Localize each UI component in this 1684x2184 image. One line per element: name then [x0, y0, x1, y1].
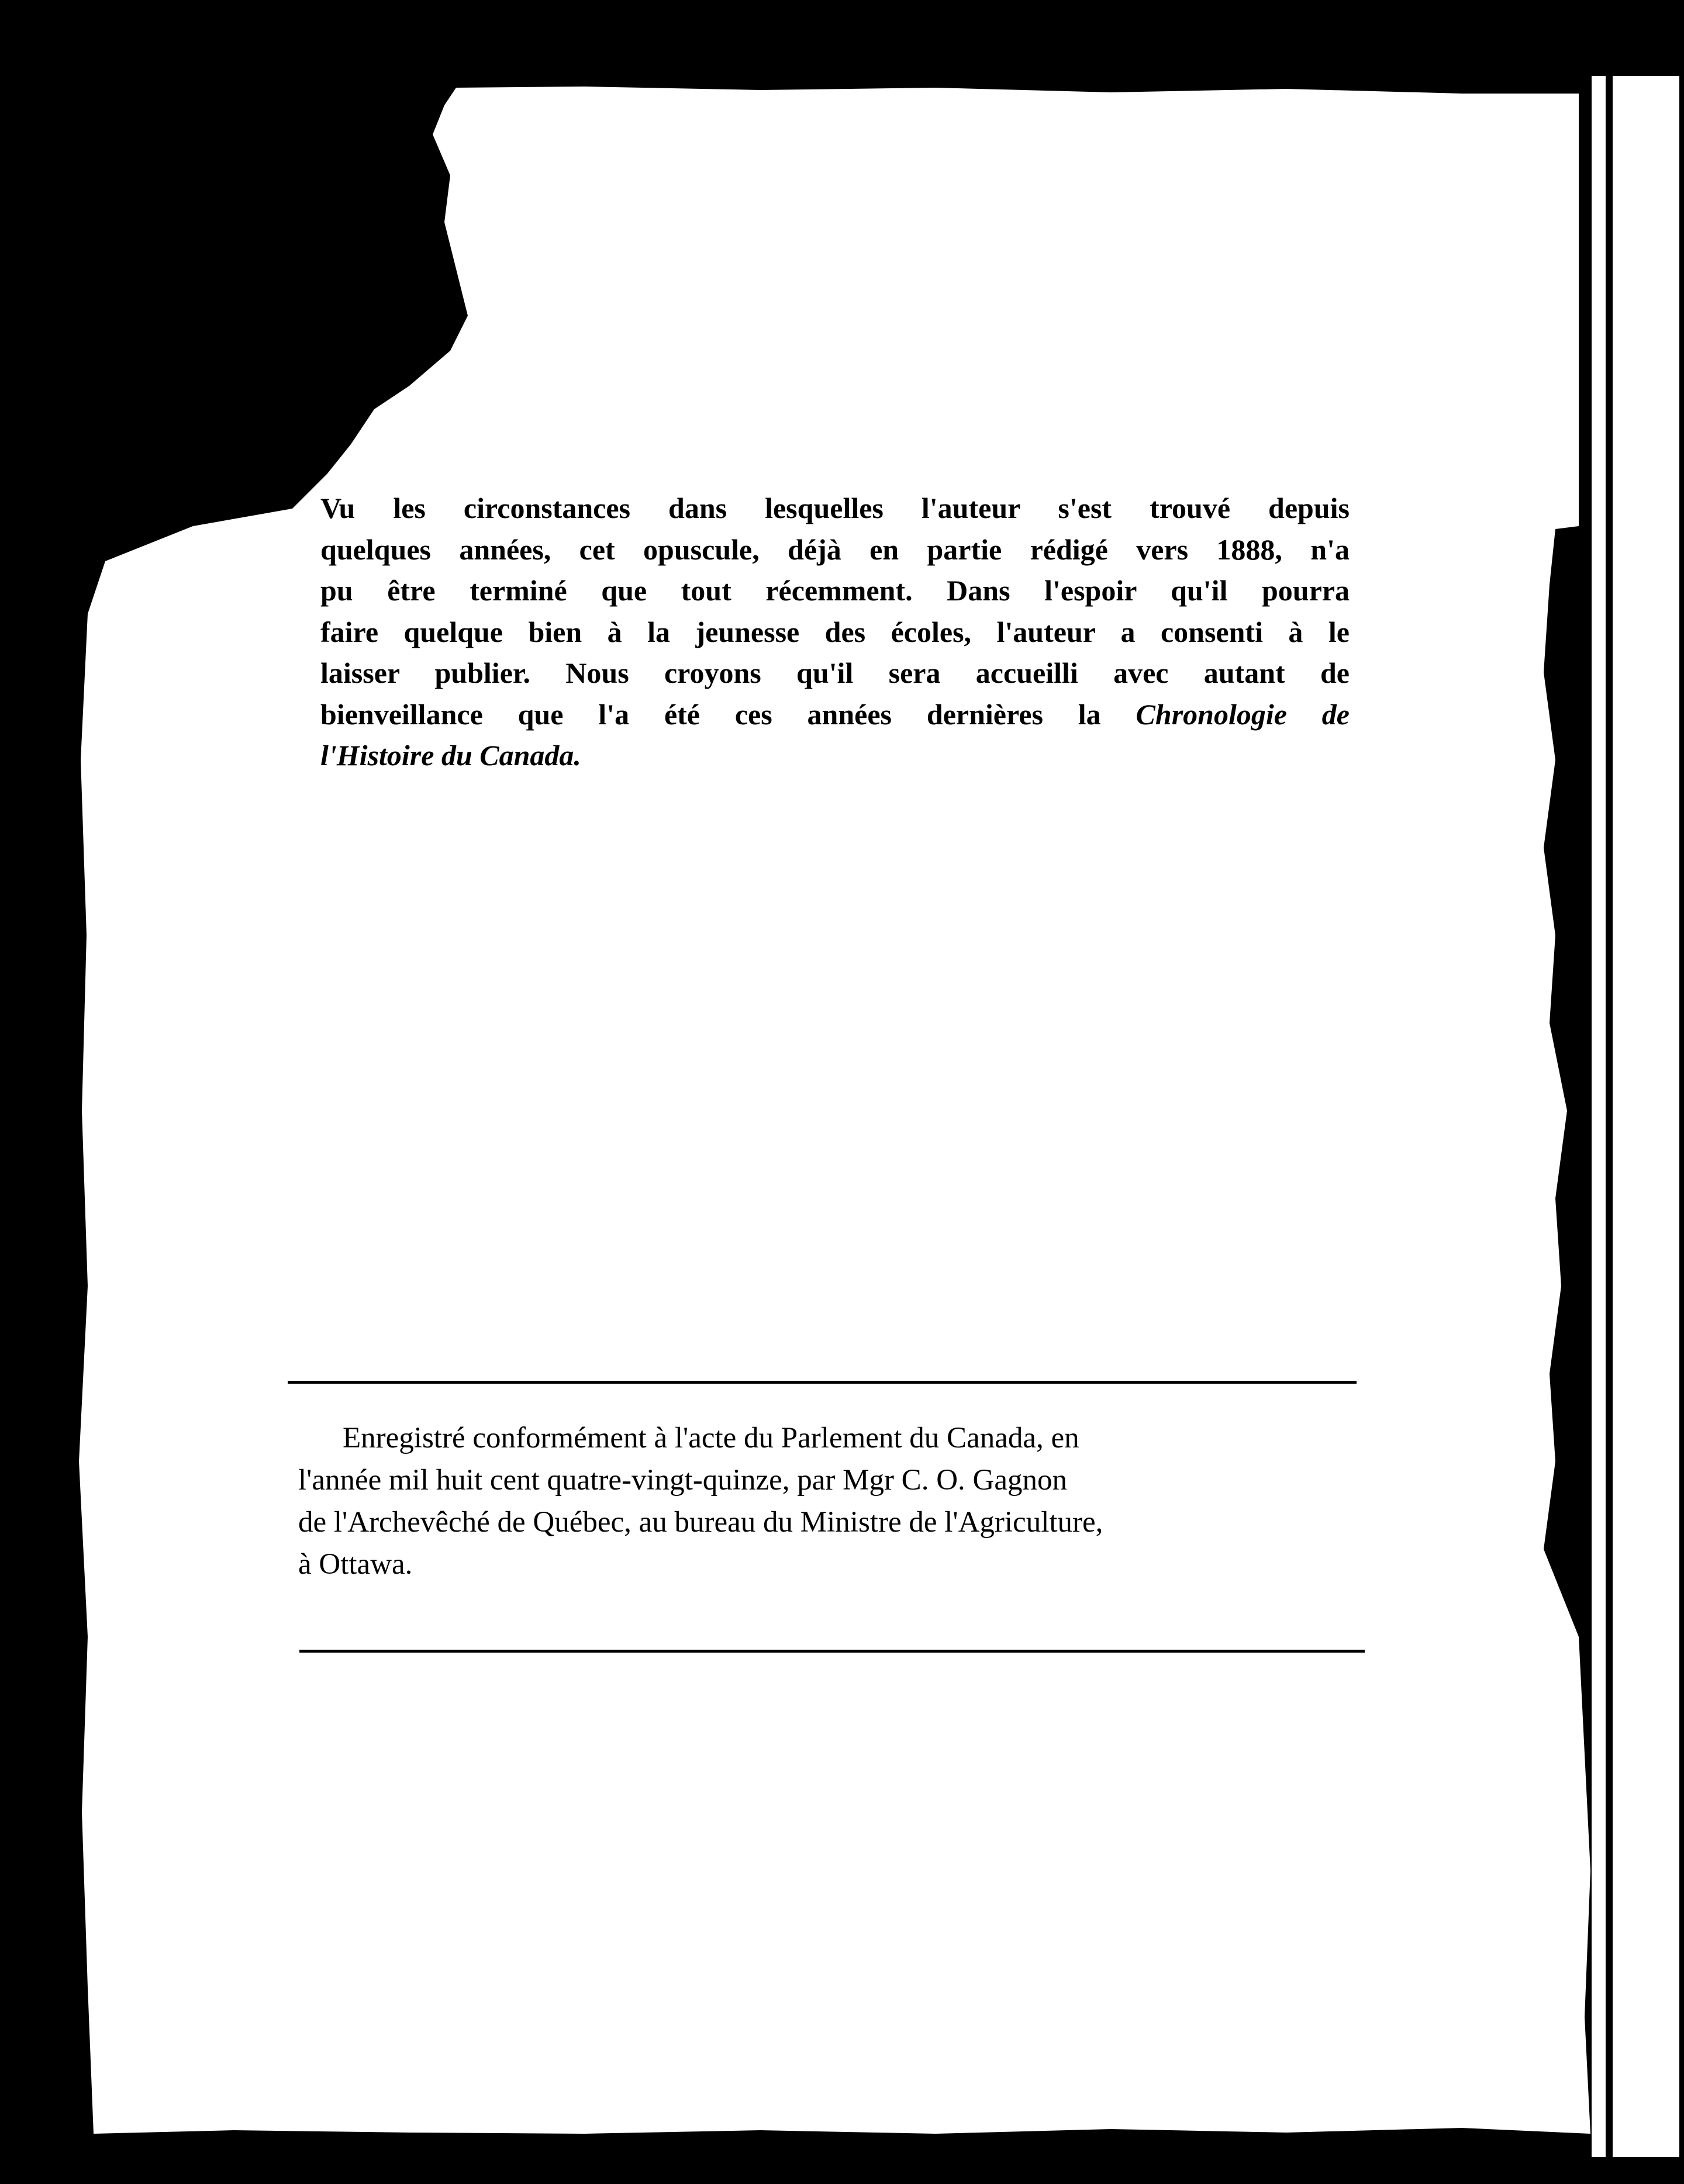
notice-line-text: bienveillance que l'a été ces années dernières la — [320, 697, 1101, 731]
top-rule — [288, 1381, 1357, 1384]
book-title-end: l'Histoire du Canada. — [320, 739, 581, 772]
copyright-registration — [298, 1417, 1362, 1585]
paper-shape — [79, 87, 1590, 2134]
notice-line: pu être terminé que tout récemment. Dans l'espoir qu'il pourra — [320, 574, 1350, 607]
binding-edge — [1592, 76, 1679, 2157]
preface-notice — [320, 488, 1350, 776]
registration-line: de l'Archevêché de Québec, au bureau du Ministre de l'Agriculture, — [298, 1506, 1103, 1539]
book-title-part: Chronologie de — [1136, 697, 1350, 731]
notice-line: quelques années, cet opuscule, déjà en partie rédigé vers 1888, n'a — [320, 533, 1350, 566]
binding-fold — [1606, 76, 1613, 2157]
bottom-rule — [299, 1650, 1365, 1653]
registration-line: à Ottawa. — [298, 1548, 413, 1581]
registration-line: l'année mil huit cent quatre-vingt-quinze, par Mgr C. O. Gagnon — [298, 1464, 1067, 1497]
notice-final-line — [320, 735, 1350, 776]
notice-line-with-title — [320, 694, 1350, 735]
notice-line: faire quelque bien à la jeunesse des écoles, l'auteur a consenti à le — [320, 615, 1350, 648]
registration-line: Enregistré conformément à l'acte du Parlement du Canada, en — [343, 1422, 1079, 1454]
notice-line: laisser publier. Nous croyons qu'il sera accueilli avec autant de — [320, 656, 1350, 689]
notice-line: Vu les circonstances dans lesquelles l'auteur s'est trouvé depuis — [320, 492, 1350, 524]
